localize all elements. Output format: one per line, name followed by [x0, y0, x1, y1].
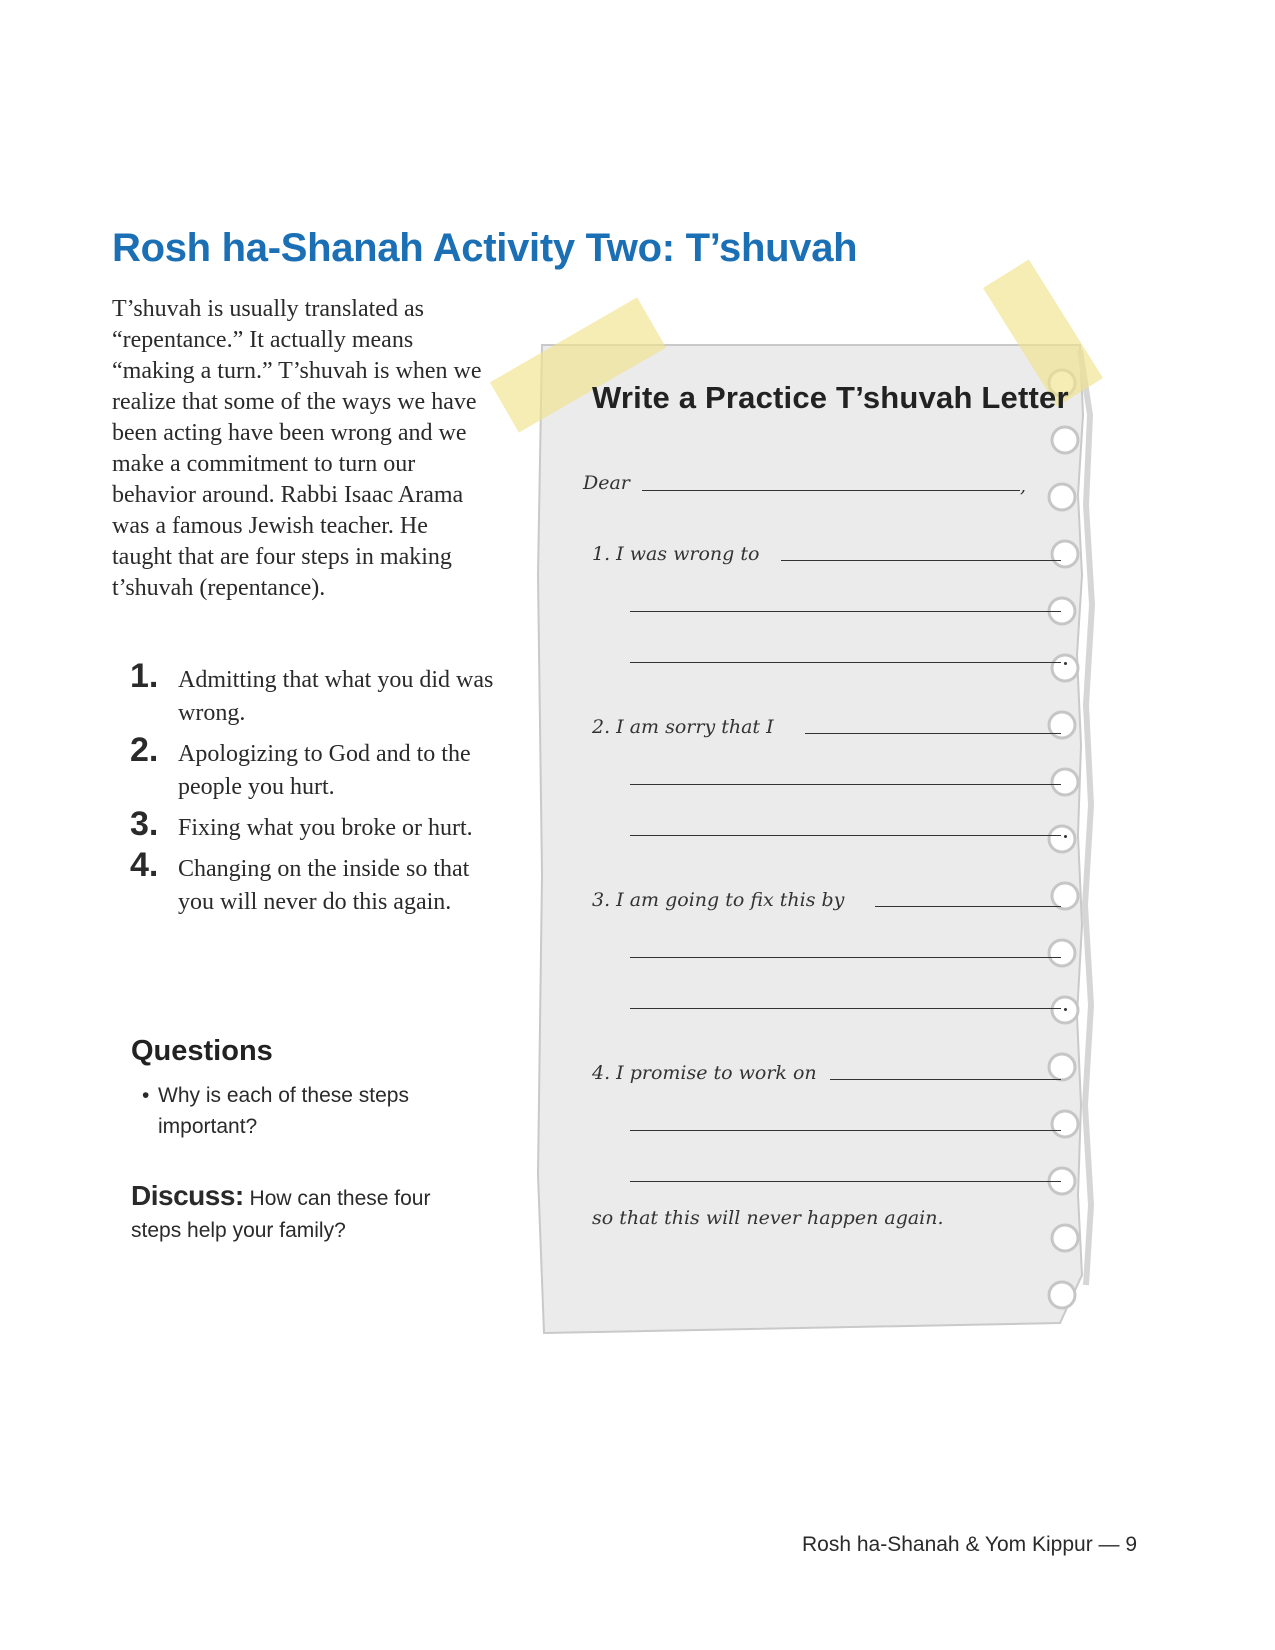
step-item	[130, 657, 500, 730]
step-number: 1.	[130, 657, 159, 695]
binder-hole	[1052, 769, 1078, 795]
step-text: Admitting that what you did was wrong.	[178, 667, 494, 726]
step-item	[130, 731, 500, 804]
step-number: 2.	[130, 731, 159, 769]
step-text: Fixing what you broke or hurt.	[178, 815, 473, 841]
letter-closing: so that this will never happen again.	[592, 1207, 944, 1229]
discuss-text: How can these four steps help your family?	[131, 1187, 431, 1242]
discuss-block	[131, 1180, 471, 1247]
bullet-icon: •	[142, 1084, 150, 1107]
answer-line[interactable]	[630, 1130, 1061, 1131]
answer-line[interactable]	[630, 611, 1061, 612]
step-text: Changing on the inside so that you will never do this again.	[178, 856, 470, 915]
answer-line[interactable]	[630, 784, 1061, 785]
period-mark	[1064, 835, 1067, 838]
intro-paragraph: T’shuvah is usually translated as “repentance.” It actually means “making a turn.” T’shuvah is when we realize that some of the ways we have been acting have been wrong and we make a commitment to turn our behavior around. Rabbi Isaac Arama was a famous Jewish teacher. He taught that are four steps in making t’shuvah (repentance).	[112, 296, 482, 601]
prompt-3-label: 3. I am going to fix this by	[592, 889, 845, 911]
binder-hole	[1052, 427, 1078, 453]
binder-hole	[1049, 1054, 1075, 1080]
binder-hole	[1049, 940, 1075, 966]
answer-line[interactable]	[630, 1008, 1061, 1009]
salutation-label: Dear	[583, 472, 630, 494]
prompt-1-label: 1. I was wrong to	[592, 543, 760, 565]
letter-title: Write a Practice T’shuvah Letter	[592, 380, 1069, 415]
page-title: Rosh ha-Shanah Activity Two: T’shuvah	[112, 226, 858, 270]
answer-line[interactable]	[630, 957, 1061, 958]
step-text: Apologizing to God and to the people you hurt.	[178, 741, 471, 800]
binder-hole	[1049, 484, 1075, 510]
answer-line[interactable]	[630, 662, 1061, 663]
answer-line[interactable]	[805, 733, 1061, 734]
answer-line[interactable]	[830, 1079, 1061, 1080]
answer-line[interactable]	[875, 906, 1061, 907]
binder-hole	[1052, 1225, 1078, 1251]
answer-line[interactable]	[630, 1181, 1061, 1182]
period-mark	[1064, 1008, 1067, 1011]
binder-hole	[1049, 1282, 1075, 1308]
discuss-label: Discuss:	[131, 1180, 244, 1211]
binder-hole	[1052, 1111, 1078, 1137]
step-number: 4.	[130, 846, 159, 884]
answer-line[interactable]	[781, 560, 1061, 561]
salutation-comma: ,	[1020, 475, 1027, 497]
question-item	[142, 1080, 478, 1142]
recipient-line[interactable]	[642, 490, 1020, 491]
binder-hole	[1049, 712, 1075, 738]
step-number: 3.	[130, 805, 159, 843]
questions-heading: Questions	[131, 1035, 273, 1067]
binder-hole	[1049, 826, 1075, 852]
binder-hole	[1052, 655, 1078, 681]
page-footer: Rosh ha-Shanah & Yom Kippur — 9	[802, 1533, 1138, 1556]
binder-hole	[1052, 541, 1078, 567]
steps-list	[130, 657, 500, 927]
period-mark	[1064, 662, 1067, 665]
step-item	[130, 846, 500, 919]
answer-line[interactable]	[630, 835, 1061, 836]
question-text: Why is each of these steps important?	[158, 1084, 409, 1138]
prompt-4-label: 4. I promise to work on	[592, 1062, 817, 1084]
step-item	[130, 805, 500, 845]
prompt-2-label: 2. I am sorry that I	[592, 716, 774, 738]
